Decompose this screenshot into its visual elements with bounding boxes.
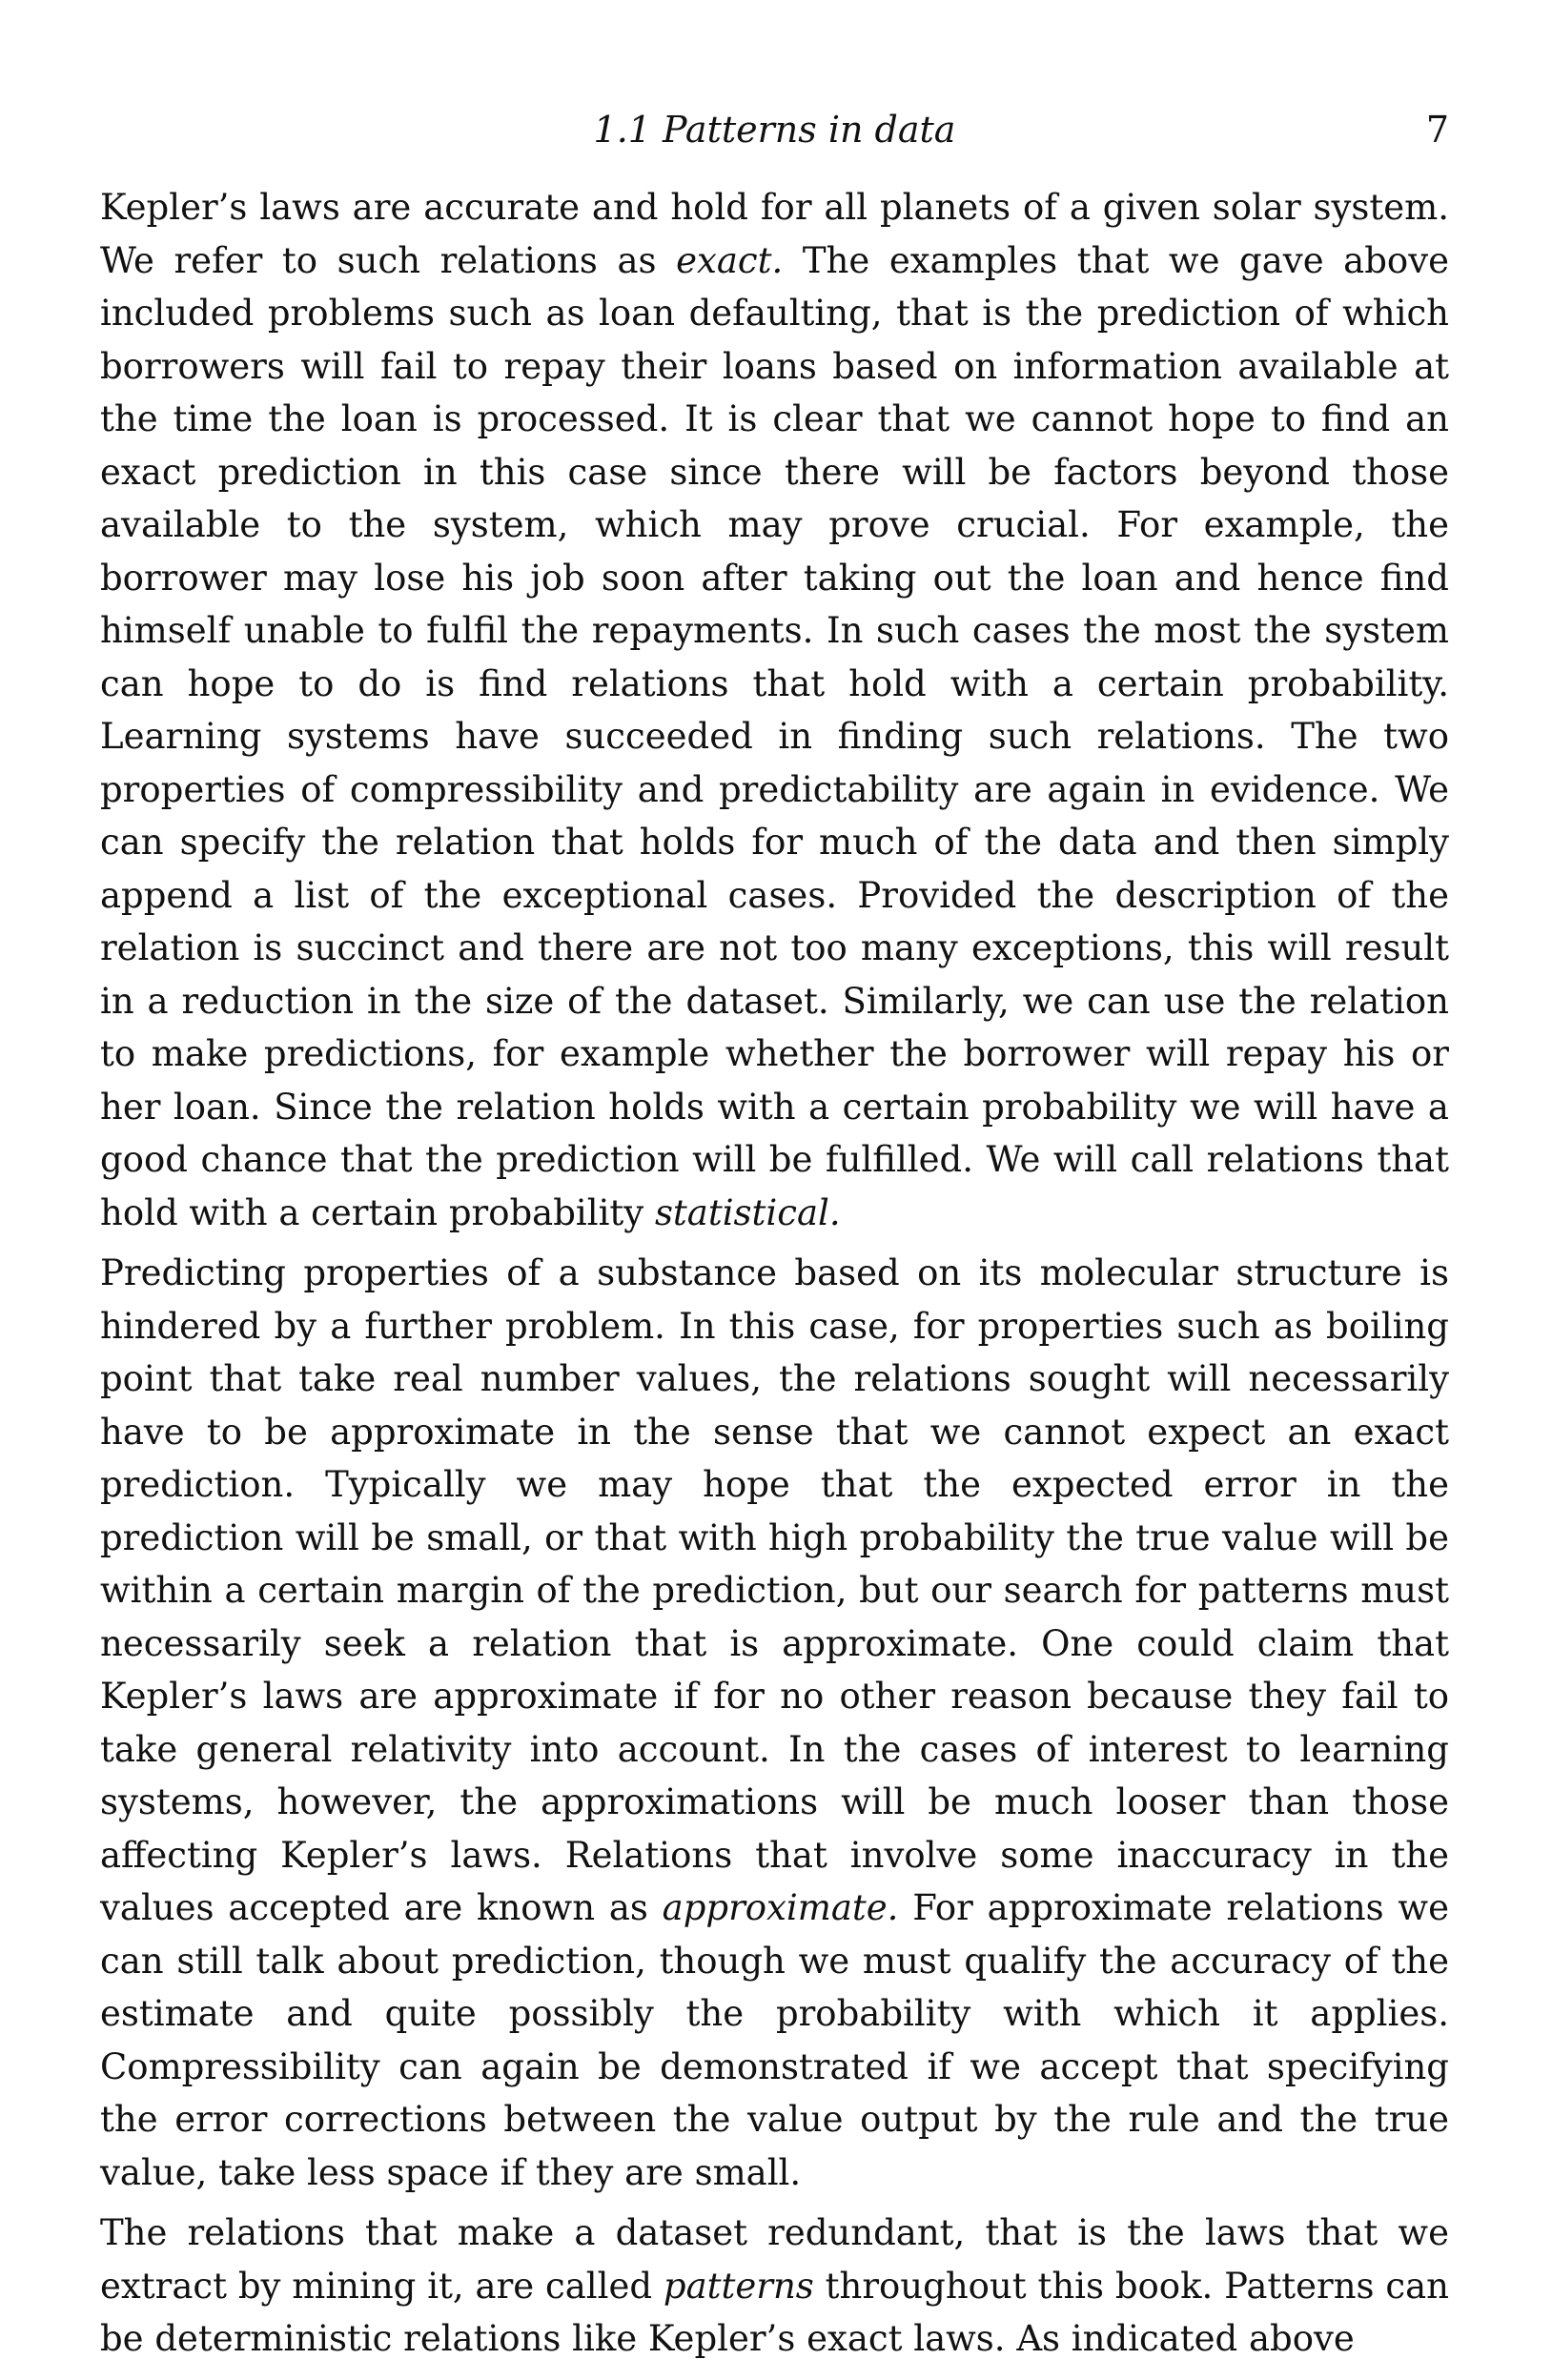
running-head [100,105,1449,162]
text-run: throughout this book. Patterns can be deterministic relations like Kepler’s exact laws. As indicated above [100,2265,1450,2359]
paragraph [100,2207,1449,2366]
page-number: 7 [1425,109,1449,151]
text-run: Predicting properties of a substance based on its molecular structure is hindered by a further problem. In this case, for properties such as boiling point that take real number values, the relations sought will necessarily have to be approximate in the sense that we cannot expect an exact prediction. Typically we may hope that the expected error in the prediction will be small, or that with high probability the true value will be within a certain margin of the prediction, but our search for patterns must necessarily seek a relation that is approximate. One could claim that Kepler’s laws are approximate if for no other reason because they fail to take general relativity into account. In the cases of interest to learning systems, however, the approximations will be much looser than those affecting Kepler’s laws. Relations that involve some inaccuracy in the values accepted are known as [100,1252,1449,1928]
section-title: 1.1 Patterns in data [593,109,956,151]
emphasis-exact: exact. [676,239,784,281]
emphasis-statistical: statistical. [654,1191,841,1233]
paragraph [100,1247,1449,2199]
emphasis-patterns: patterns [663,2265,814,2307]
emphasis-approximate: approximate. [662,1887,899,1928]
text-run: Kepler’s laws are accurate and hold for all planets of a given solar system. We refer to such relations as [100,187,1449,281]
text-run: The relations that make a dataset redundant, that is the laws that we extract by mining it, are called [100,2212,1449,2307]
text-run: The examples that we gave above included problems such as loan defaulting, that is the prediction of which borrowers will fail to repay their loans based on information available at the time the loan is processed. It is clear that we cannot hope to find an exact prediction in this case since there will be factors beyond those available to the system, which may prove crucial. For example, the borrower may lose his job soon after taking out the loan and hence find himself unable to fulfil the repayments. In such cases the most the system can hope to do is find relations that hold with a certain probability. Learning systems have succeeded in finding such relations. The two properties of compressibility and predictability are again in evidence. We can specify the relation that holds for much of the data and then simply append a list of the exceptional cases. Provided the description of the relation is succinct and there are not too many exceptions, this will result in a reduction in the size of the dataset. Similarly, we can use the relation to make predictions, for example whether the borrower will repay his or her loan. Since the relation holds with a certain probability we will have a good chance that the prediction will be fulfilled. We will call relations that hold with a certain probability [100,239,1450,1233]
paragraph [100,181,1449,1239]
book-page [100,105,1450,2359]
body-text [100,181,1449,2366]
text-run: For approximate relations we can still talk about prediction, though we must qualify the accuracy of the estimate and quite possibly the probability with which it applies. Compressibility can again be demonstrated if we accept that specifying the error corrections between the value output by the rule and the true value, take less space if they are small. [100,1887,1449,2193]
